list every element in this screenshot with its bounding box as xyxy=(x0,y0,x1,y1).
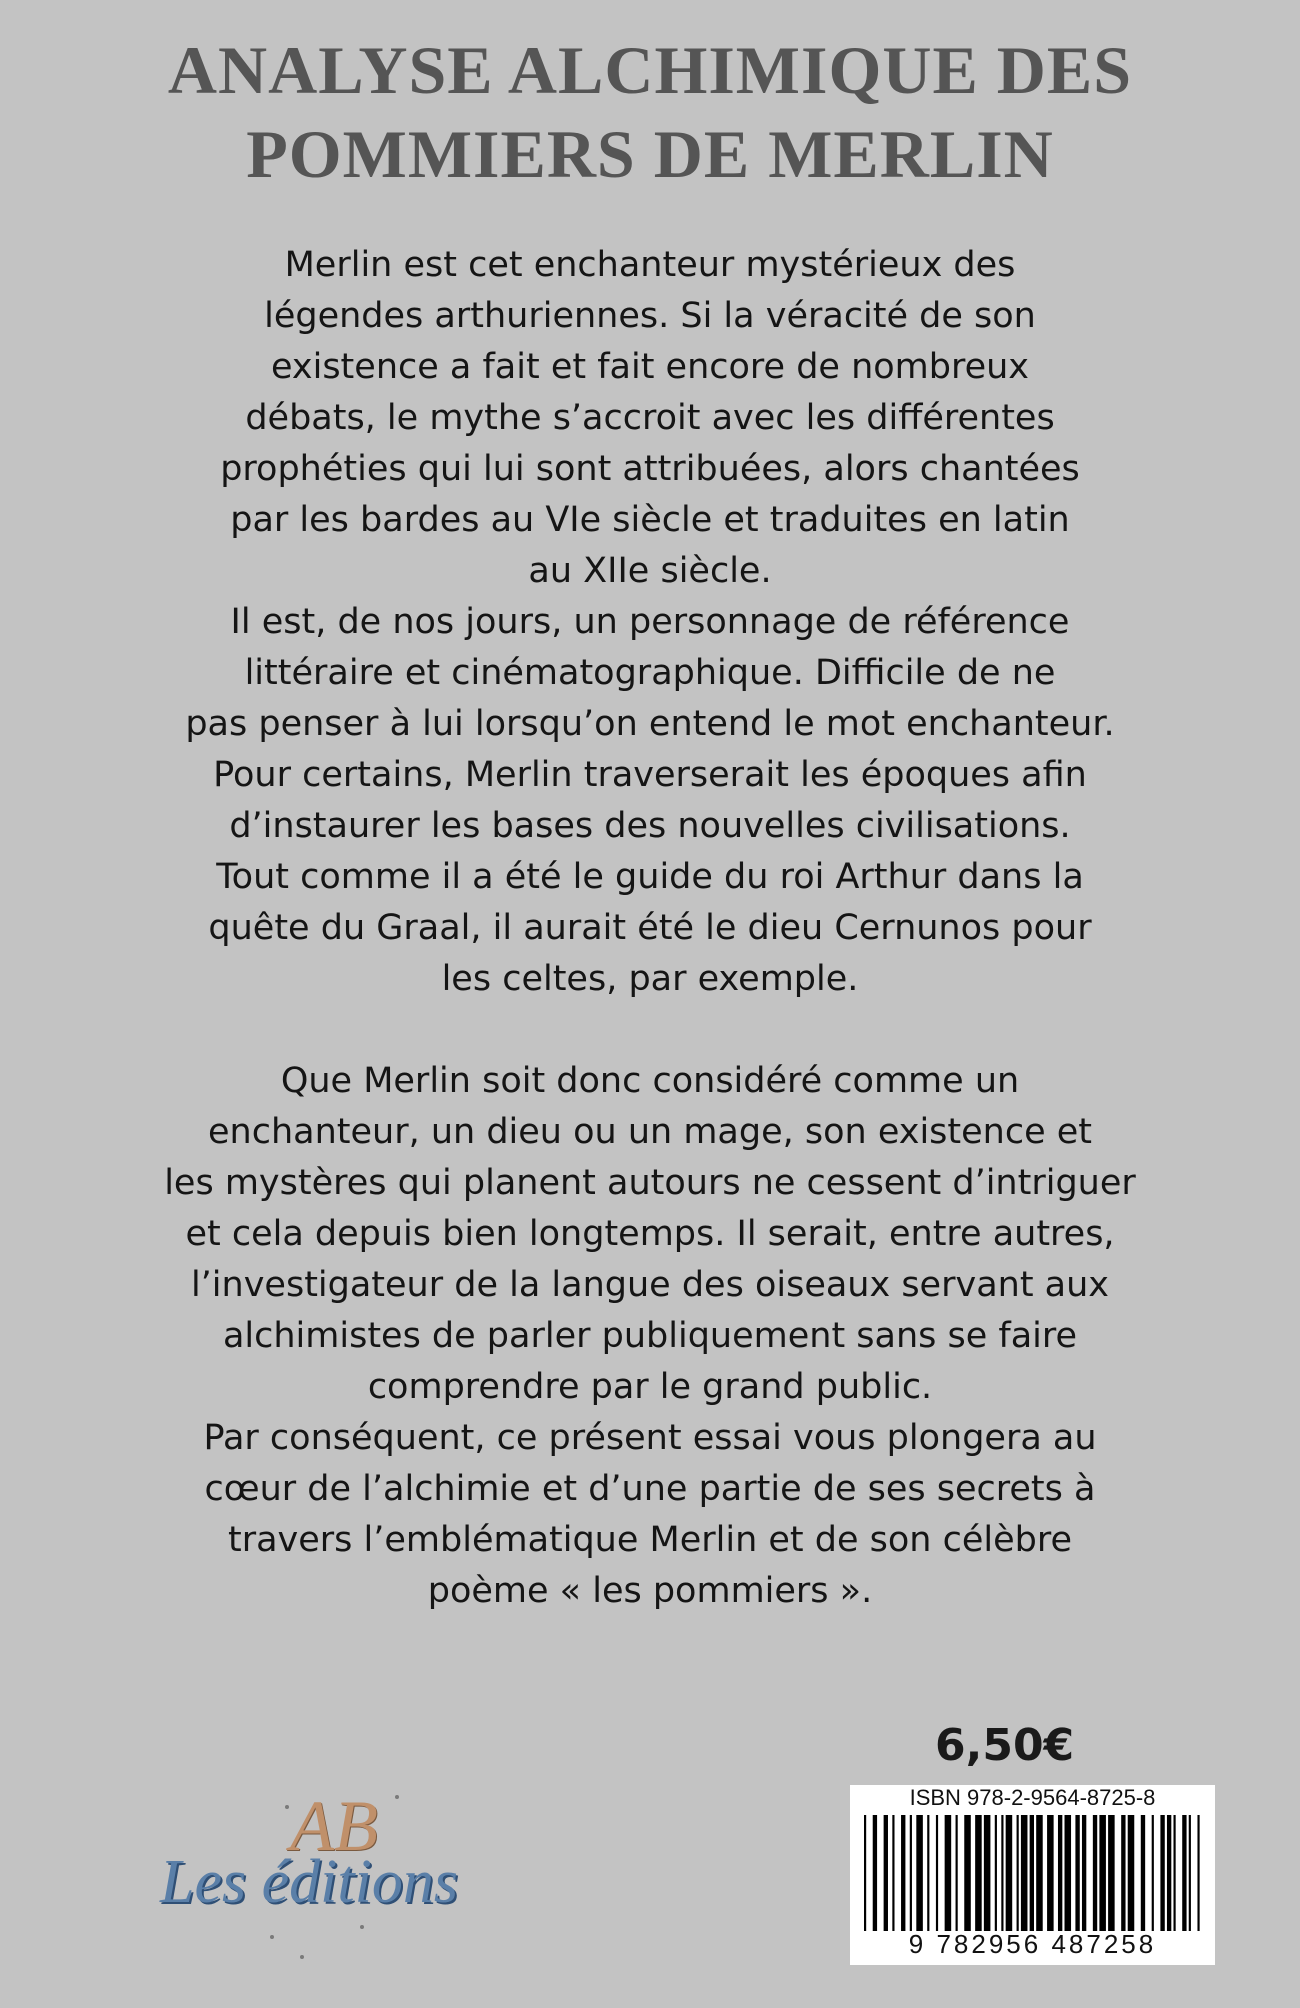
barcode-bar xyxy=(892,1815,894,1931)
barcode-bars xyxy=(864,1815,1204,1931)
barcode-bar xyxy=(936,1815,938,1931)
title-line-1: ANALYSE ALCHIMIQUE DES xyxy=(167,32,1133,108)
barcode-bar xyxy=(910,1815,912,1931)
barcode-bar xyxy=(1197,1815,1199,1931)
ink-splatter xyxy=(395,1795,399,1799)
isbn-barcode xyxy=(850,1785,1215,1965)
blurb-line: les mystères qui planent autours ne cessent d’intriguer xyxy=(164,1163,1136,1203)
barcode-digits: 9 782956 487258 xyxy=(908,1929,1157,1959)
blurb-line: Merlin est cet enchanteur mystérieux des xyxy=(284,245,1016,285)
blurb-line: Pour certains, Merlin traverserait les époques afin xyxy=(213,755,1087,795)
blurb-line: quête du Graal, il aurait été le dieu Cernunos pour xyxy=(208,908,1092,948)
barcode-bar xyxy=(1108,1815,1115,1931)
barcode-bar xyxy=(1167,1815,1171,1931)
barcode-bar xyxy=(1093,1815,1097,1931)
blurb-line: existence a fait et fait encore de nombreux xyxy=(270,347,1030,387)
blurb-paragraph-2 xyxy=(100,1056,1200,1617)
price-label: 6,50€ xyxy=(935,1720,1075,1771)
barcode-bar xyxy=(1141,1815,1145,1931)
blurb-line: l’investigateur de la langue des oiseaux servant aux xyxy=(190,1265,1110,1305)
publisher-name: Les éditions xyxy=(160,1848,458,1916)
barcode-bar xyxy=(1099,1815,1106,1931)
blurb-line: Que Merlin soit donc considéré comme un xyxy=(280,1061,1020,1101)
barcode-bar xyxy=(901,1815,905,1931)
blurb-line: travers l’emblématique Merlin et de son célèbre xyxy=(227,1520,1073,1560)
barcode-bar xyxy=(1006,1815,1013,1931)
barcode-bar xyxy=(1160,1815,1164,1931)
blurb-line: poème « les pommiers ». xyxy=(427,1571,873,1611)
blurb-line: pas penser à lui lorsqu’on entend le mot enchanteur. xyxy=(185,704,1115,744)
barcode-bar xyxy=(1036,1815,1043,1931)
barcode-bar xyxy=(873,1815,877,1931)
blurb-line: au XIIe siècle. xyxy=(528,551,772,591)
barcode-bar xyxy=(1173,1815,1175,1931)
barcode-bar xyxy=(884,1815,888,1931)
barcode-bar xyxy=(1121,1815,1125,1931)
barcode-bar xyxy=(1030,1815,1034,1931)
blurb-line: Par conséquent, ce présent essai vous plongera au xyxy=(203,1418,1097,1458)
barcode-bar xyxy=(964,1815,971,1931)
blurb-line: les celtes, par exemple. xyxy=(441,959,859,999)
blurb-line: Il est, de nos jours, un personnage de référence xyxy=(230,602,1070,642)
blurb xyxy=(100,240,1200,1617)
barcode-bar xyxy=(945,1815,952,1931)
paragraph-gap xyxy=(100,1005,1200,1056)
ink-splatter xyxy=(285,1805,289,1809)
barcode-bar xyxy=(1021,1815,1028,1931)
blurb-line: enchanteur, un dieu ou un mage, son existence et xyxy=(207,1112,1093,1152)
ink-splatter xyxy=(300,1955,304,1959)
barcode-bar xyxy=(1189,1815,1191,1931)
barcode-bar xyxy=(1128,1815,1135,1931)
barcode-bar xyxy=(1182,1815,1186,1931)
book-title xyxy=(40,28,1260,196)
barcode-bar xyxy=(1065,1815,1072,1931)
barcode-bar xyxy=(1017,1815,1019,1931)
blurb-line: Tout comme il a été le guide du roi Arthur dans la xyxy=(216,857,1084,897)
publisher-monogram: AB xyxy=(290,1786,378,1866)
blurb-line: débats, le mythe s’accroit avec les différentes xyxy=(245,398,1055,438)
blurb-line: par les bardes au VIe siècle et traduites en latin xyxy=(230,500,1070,540)
barcode-bar xyxy=(916,1815,923,1931)
barcode-bar xyxy=(1001,1815,1003,1931)
ink-splatter xyxy=(360,1925,364,1929)
barcode-bar xyxy=(1075,1815,1079,1931)
blurb-line: et cela depuis bien longtemps. Il serait, entre autres, xyxy=(185,1214,1115,1254)
barcode-bar xyxy=(995,1815,997,1931)
barcode-bar xyxy=(1047,1815,1054,1931)
blurb-line: comprendre par le grand public. xyxy=(367,1367,933,1407)
barcode-bar xyxy=(1152,1815,1154,1931)
barcode-bar xyxy=(984,1815,991,1931)
isbn-label: ISBN 978-2-9564-8725-8 xyxy=(909,1785,1156,1810)
blurb-line: légendes arthuriennes. Si la véracité de son xyxy=(264,296,1036,336)
barcode-bar xyxy=(956,1815,958,1931)
barcode-bar xyxy=(927,1815,929,1931)
title-line-2: POMMIERS DE MERLIN xyxy=(246,116,1054,192)
blurb-line: alchimistes de parler publiquement sans se faire xyxy=(222,1316,1078,1356)
blurb-line: d’instaurer les bases des nouvelles civilisations. xyxy=(229,806,1071,846)
barcode-bar xyxy=(1058,1815,1062,1931)
barcode-bar xyxy=(1082,1815,1086,1931)
barcode-bar xyxy=(864,1815,866,1931)
barcode-bar xyxy=(975,1815,982,1931)
publisher-logo xyxy=(160,1785,520,1985)
ink-splatter xyxy=(270,1935,274,1939)
blurb-line: cœur de l’alchimie et d’une partie de ses secrets à xyxy=(204,1469,1096,1509)
blurb-paragraph-1 xyxy=(100,240,1200,1005)
blurb-line: prophéties qui lui sont attribuées, alors chantées xyxy=(220,449,1080,489)
blurb-line: littéraire et cinématographique. Difficile de ne xyxy=(244,653,1056,693)
